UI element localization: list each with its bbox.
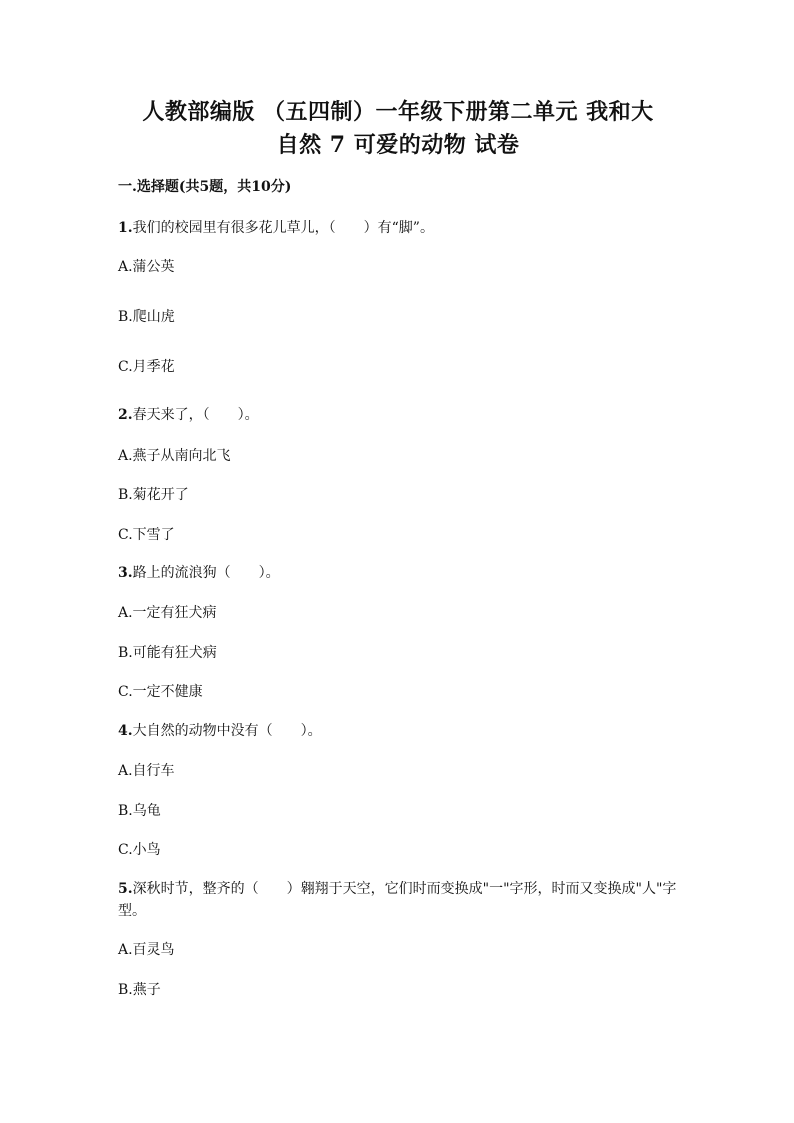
exam-title-line-1: 人教部编版 （五四制）一年级下册第二单元 我和大: [142, 99, 654, 125]
question-5: [118, 878, 678, 922]
question-4-option-c: C.小鸟: [118, 842, 161, 858]
question-text: 我们的校园里有很多花儿草儿，（ ）有“脚”。: [132, 220, 434, 236]
question-1-option-a: A.蒲公英: [118, 259, 175, 275]
question-number: 4.: [118, 723, 133, 739]
question-text: 春天来了，（ ）。: [132, 407, 259, 423]
question-1: [118, 218, 434, 238]
question-2-option-c: C.下雪了: [118, 527, 175, 543]
question-2-option-a: A.燕子从南向北飞: [118, 448, 231, 464]
question-1-option-c: C.月季花: [118, 359, 175, 375]
question-5-option-a: A.百灵鸟: [118, 942, 175, 958]
question-text: 路上的流浪狗（ ）。: [132, 565, 280, 581]
exam-title: [118, 96, 678, 162]
question-number: 3.: [118, 565, 133, 581]
question-number: 2.: [118, 407, 133, 423]
question-4: [118, 721, 322, 741]
question-5-option-b: B.燕子: [118, 982, 161, 998]
question-2: [118, 405, 259, 425]
question-text: 大自然的动物中没有（ ）。: [132, 723, 322, 739]
question-3-option-c: C.一定不健康: [118, 684, 203, 700]
question-4-option-b: B.乌龟: [118, 803, 161, 819]
question-3-option-a: A.一定有狂犬病: [118, 605, 217, 621]
question-number: 5.: [118, 881, 133, 897]
question-number: 1.: [118, 220, 133, 236]
question-3-option-b: B.可能有狂犬病: [118, 645, 217, 661]
question-3: [118, 563, 280, 583]
question-text: 深秋时节，整齐的（ ）翱翔于天空，它们时而变换成"一"字形，时而又变换成"人"字型。: [118, 881, 677, 919]
question-4-option-a: A.自行车: [118, 763, 175, 779]
question-1-option-b: B.爬山虎: [118, 309, 175, 325]
section-heading: 一.选择题(共5题，共10分): [118, 179, 292, 195]
exam-title-line-2: 自然 7 可爱的动物 试卷: [276, 132, 520, 158]
question-2-option-b: B.菊花开了: [118, 487, 189, 503]
